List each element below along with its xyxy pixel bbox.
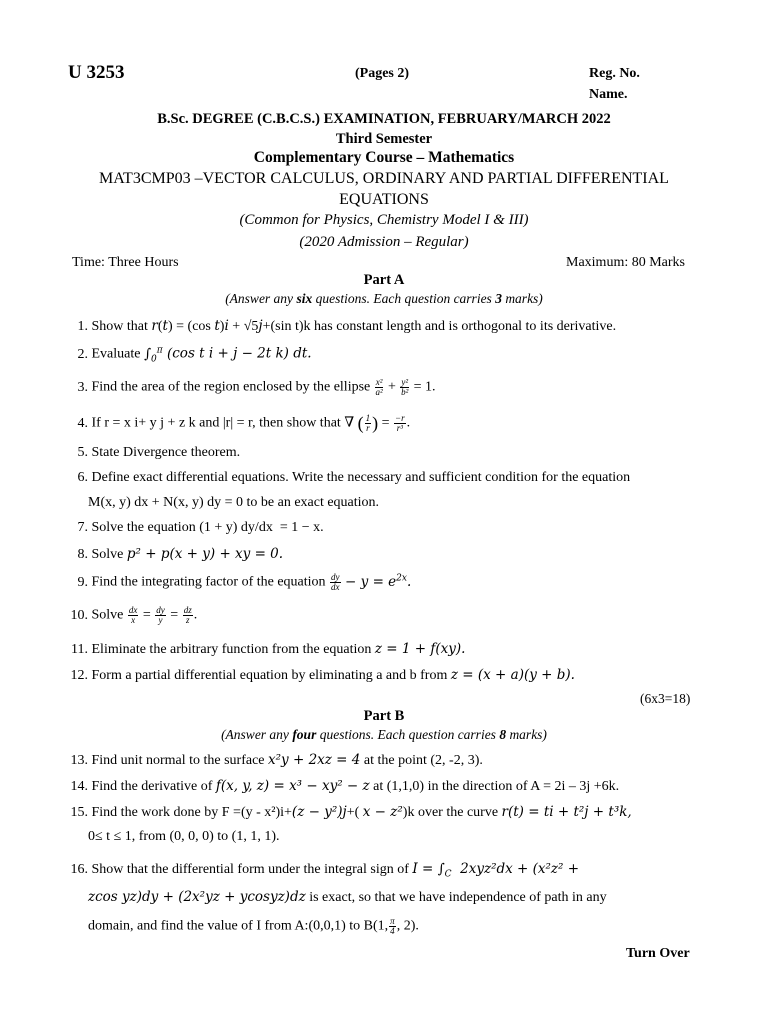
question-8: 8. Solve p² + p(x + y) + xy = 0. [77,546,284,562]
question-5: 5. State Divergence theorem. [77,445,241,460]
question-1: 1. Show that r(t) = (cos t)i + √5j+(sin t)k has constant length and is orthogonal to its derivative. [77,318,617,334]
question-12: 12. Form a partial differential equation by eliminating a and b from z = (x + a)(y + b). [70,667,575,683]
name-label: Name. [589,87,628,102]
reg-no-label: Reg. No. [589,66,640,81]
question-15-line1: 15. Find the work done by F =(y - x²)i+(z − y²)j+( x − z²)k over the curve r(t) = ti + t²j + t³k, [70,804,632,820]
question-4: 4. If r = x i+ y j + z k and |r| = r, then show that ∇ ( $\frac{1}{r}$ ) = $\frac{-r}{\text{r³}}$ . [77,413,411,433]
question-16-line1: 16. Show that the differential form under the integral sign of $I = \int_C$ 2xyz²dx + (x²z² + [70,861,580,880]
paper-code: U 3253 [68,62,125,83]
question-2: 2. Evaluate $\int_0^\pi$ (cos t i + j − 2t k) dt. [77,345,312,365]
semester: Third Semester [335,131,433,147]
question-7: 7. Solve the equation (1 + y) dy/dx = 1 − x. [77,520,324,535]
exam-title: B.Sc. DEGREE (C.B.C.S.) EXAMINATION, FEBRUARY/MARCH 2022 [157,111,611,127]
admission: (2020 Admission – Regular) [299,234,469,250]
question-16-line2: zcos yz)dy + (2x²yz + ycosyz)dz is exact, so that we have independence of path in any [88,889,607,905]
turn-over: Turn Over [626,946,690,961]
paper-title-line2: EQUATIONS [339,191,429,208]
time-label: Time: Three Hours [72,255,179,270]
part-a-heading: Part A [363,272,405,288]
question-16-line3: domain, and find the value of I from A:(0,0,1) to B(1, $\frac{\pi}{4}$ , 2). [88,916,419,936]
question-9: 9. Find the integrating factor of the equation $\frac{dy}{dx}$ − $y = e^{2x}$. [77,572,412,592]
question-6-line1: 6. Define exact differential equations. Write the necessary and sufficient condition for the equation [77,470,631,485]
question-10: 10. Solve $\frac{dx}{x}$ = $\frac{dy}{y}$ = $\frac{dz}{z}$ . [70,605,198,625]
paper-title-line1: MAT3CMP03 –VECTOR CALCULUS, ORDINARY AND PARTIAL DIFFERENTIAL [99,170,669,187]
question-11: 11. Eliminate the arbitrary function from the equation z = 1 + f(xy). [71,641,466,657]
part-b-instruction: (Answer any four questions. Each question carries 8 marks) [221,727,547,742]
max-marks: Maximum: 80 Marks [566,255,685,270]
question-14: 14. Find the derivative of f(x, y, z) = x³ − xy² − z at (1,1,0) in the direction of A = 2i – 3j +6k. [70,778,620,794]
common-for: (Common for Physics, Chemistry Model I & III) [239,212,529,228]
question-13: 13. Find unit normal to the surface x²y + 2xz = 4 at the point (2, -2, 3). [70,752,483,768]
part-b-heading: Part B [363,708,405,724]
question-3: 3. Find the area of the region enclosed by the ellipse $\frac{\text{x²}}{\text{a²}}$ + $\frac{\text{y²}}{\text{b²}}$ = 1. [77,377,436,397]
part-a-marks: (6x3=18) [640,691,691,706]
course-title: Complementary Course – Mathematics [253,149,515,166]
question-15-line2: 0≤ t ≤ 1, from (0, 0, 0) to (1, 1, 1). [88,829,280,844]
part-a-instruction: (Answer any six questions. Each question carries 3 marks) [225,291,543,306]
question-6-line2: M(x, y) dx + N(x, y) dy = 0 to be an exact equation. [88,495,380,510]
page-count: (Pages 2) [355,66,410,81]
